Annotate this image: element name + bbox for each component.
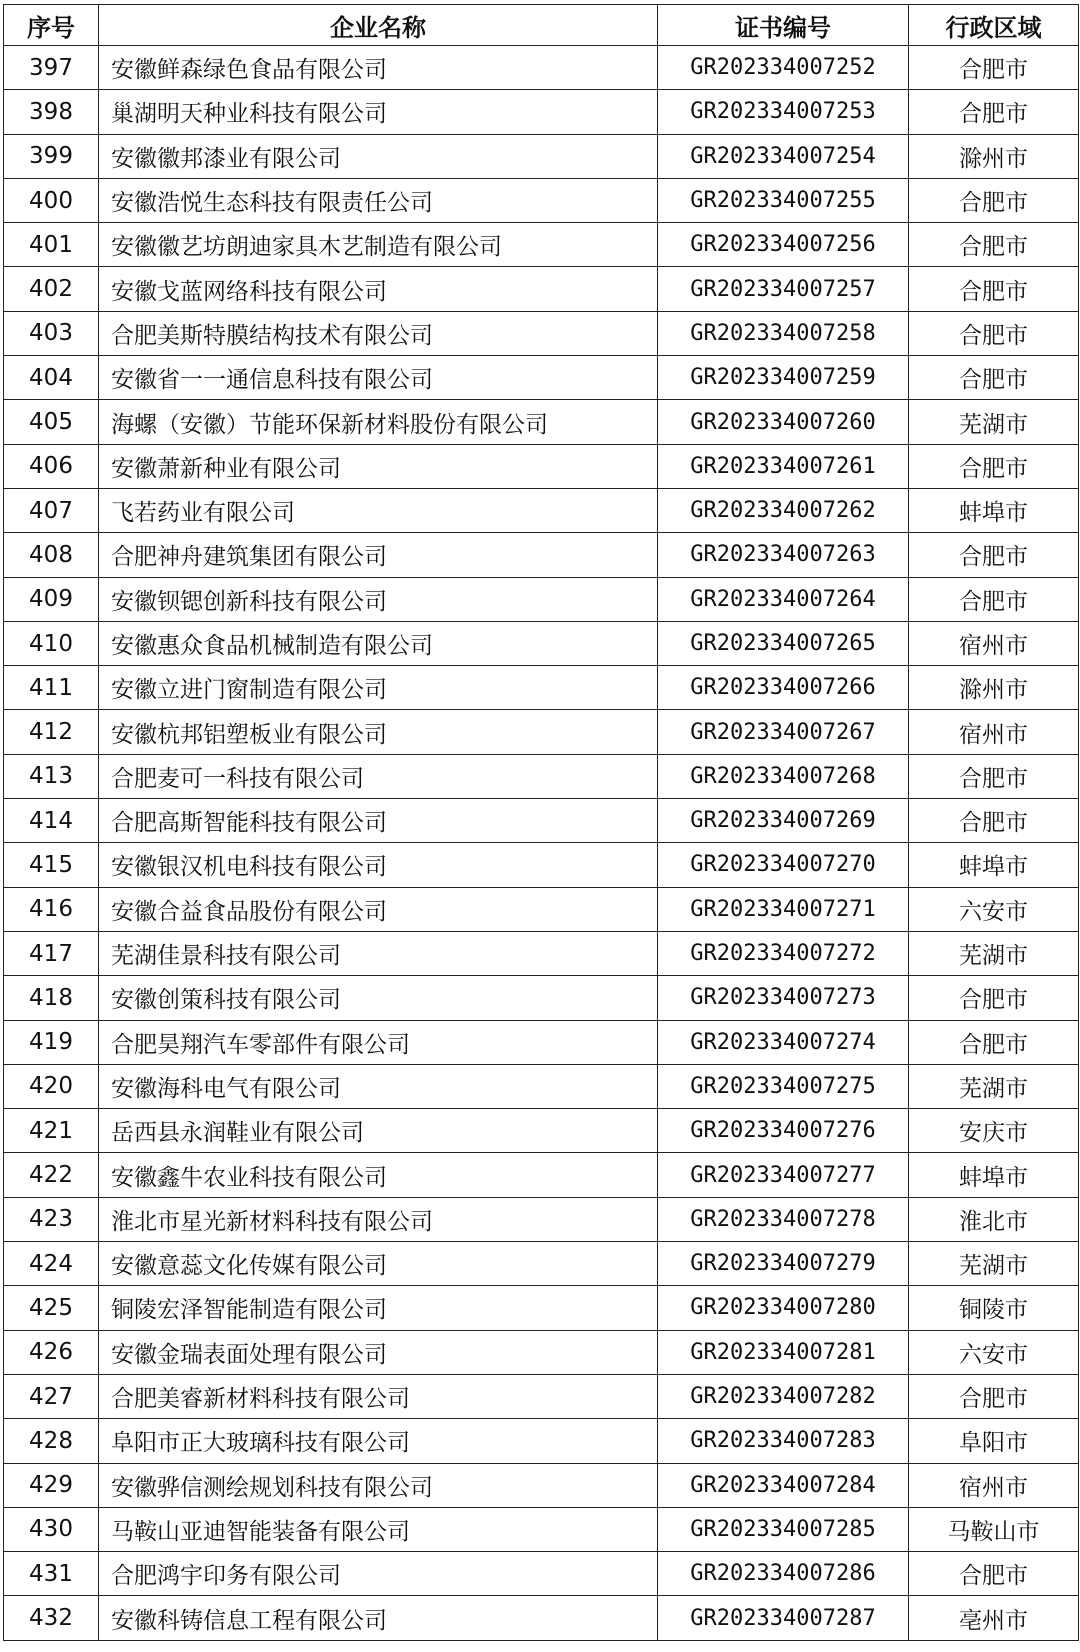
row-enterprise-name: 安徽海科电气有限公司 (99, 1064, 658, 1108)
table-row (4, 1197, 1079, 1241)
table-row (4, 1109, 1079, 1153)
row-enterprise-name: 安徽省一一通信息科技有限公司 (99, 356, 658, 400)
row-serial-number: 410 (4, 621, 99, 665)
row-certificate-number: GR202334007260 (658, 400, 909, 444)
row-certificate-number: GR202334007252 (658, 46, 909, 90)
row-administrative-region: 蚌埠市 (909, 1153, 1079, 1197)
header-certificate-number: 证书编号 (658, 5, 909, 46)
row-administrative-region: 合肥市 (909, 1020, 1079, 1064)
row-administrative-region: 合肥市 (909, 1552, 1079, 1596)
row-certificate-number: GR202334007255 (658, 178, 909, 222)
row-administrative-region: 合肥市 (909, 444, 1079, 488)
row-enterprise-name: 合肥美睿新材料科技有限公司 (99, 1374, 658, 1418)
row-certificate-number: GR202334007266 (658, 666, 909, 710)
table-row (4, 1419, 1079, 1463)
row-enterprise-name: 海螺（安徽）节能环保新材料股份有限公司 (99, 400, 658, 444)
row-administrative-region: 亳州市 (909, 1596, 1079, 1640)
table-row (4, 621, 1079, 665)
table-row (4, 444, 1079, 488)
row-enterprise-name: 安徽创策科技有限公司 (99, 976, 658, 1020)
table-row (4, 1286, 1079, 1330)
row-administrative-region: 芜湖市 (909, 1064, 1079, 1108)
row-serial-number: 404 (4, 356, 99, 400)
table-row (4, 1596, 1079, 1640)
row-certificate-number: GR202334007257 (658, 267, 909, 311)
row-certificate-number: GR202334007267 (658, 710, 909, 754)
table-row (4, 311, 1079, 355)
enterprise-table (3, 4, 1079, 1641)
row-administrative-region: 宿州市 (909, 1463, 1079, 1507)
row-certificate-number: GR202334007276 (658, 1109, 909, 1153)
table-row (4, 1463, 1079, 1507)
row-serial-number: 398 (4, 90, 99, 134)
row-certificate-number: GR202334007282 (658, 1374, 909, 1418)
row-serial-number: 407 (4, 488, 99, 532)
row-serial-number: 399 (4, 134, 99, 178)
row-enterprise-name: 安徽惠众食品机械制造有限公司 (99, 621, 658, 665)
row-serial-number: 432 (4, 1596, 99, 1640)
row-enterprise-name: 合肥鸿宇印务有限公司 (99, 1552, 658, 1596)
table-row (4, 356, 1079, 400)
table-row (4, 46, 1079, 90)
row-serial-number: 411 (4, 666, 99, 710)
row-administrative-region: 滁州市 (909, 134, 1079, 178)
row-administrative-region: 合肥市 (909, 311, 1079, 355)
row-administrative-region: 铜陵市 (909, 1286, 1079, 1330)
row-enterprise-name: 安徽骅信测绘规划科技有限公司 (99, 1463, 658, 1507)
row-administrative-region: 六安市 (909, 887, 1079, 931)
row-enterprise-name: 飞若药业有限公司 (99, 488, 658, 532)
row-enterprise-name: 安徽钡锶创新科技有限公司 (99, 577, 658, 621)
header-serial-number: 序号 (4, 5, 99, 46)
row-certificate-number: GR202334007272 (658, 931, 909, 975)
row-administrative-region: 芜湖市 (909, 931, 1079, 975)
row-enterprise-name: 合肥昊翔汽车零部件有限公司 (99, 1020, 658, 1064)
row-enterprise-name: 铜陵宏泽智能制造有限公司 (99, 1286, 658, 1330)
row-serial-number: 420 (4, 1064, 99, 1108)
table-row (4, 887, 1079, 931)
row-certificate-number: GR202334007262 (658, 488, 909, 532)
table-row (4, 976, 1079, 1020)
table-row (4, 1064, 1079, 1108)
table-row (4, 931, 1079, 975)
row-serial-number: 413 (4, 754, 99, 798)
row-certificate-number: GR202334007277 (658, 1153, 909, 1197)
table-body (4, 46, 1079, 1641)
row-administrative-region: 合肥市 (909, 754, 1079, 798)
row-enterprise-name: 安徽浩悦生态科技有限责任公司 (99, 178, 658, 222)
row-serial-number: 422 (4, 1153, 99, 1197)
row-certificate-number: GR202334007261 (658, 444, 909, 488)
row-serial-number: 415 (4, 843, 99, 887)
row-certificate-number: GR202334007274 (658, 1020, 909, 1064)
table-row (4, 1153, 1079, 1197)
row-administrative-region: 合肥市 (909, 90, 1079, 134)
row-serial-number: 403 (4, 311, 99, 355)
row-certificate-number: GR202334007269 (658, 799, 909, 843)
row-enterprise-name: 合肥美斯特膜结构技术有限公司 (99, 311, 658, 355)
table-row (4, 1552, 1079, 1596)
row-certificate-number: GR202334007280 (658, 1286, 909, 1330)
row-certificate-number: GR202334007271 (658, 887, 909, 931)
row-administrative-region: 马鞍山市 (909, 1507, 1079, 1551)
row-serial-number: 431 (4, 1552, 99, 1596)
row-enterprise-name: 芜湖佳景科技有限公司 (99, 931, 658, 975)
row-administrative-region: 蚌埠市 (909, 488, 1079, 532)
row-enterprise-name: 合肥神舟建筑集团有限公司 (99, 533, 658, 577)
table-row (4, 1507, 1079, 1551)
table-row (4, 223, 1079, 267)
row-administrative-region: 合肥市 (909, 223, 1079, 267)
row-administrative-region: 合肥市 (909, 1374, 1079, 1418)
table-row (4, 1330, 1079, 1374)
row-certificate-number: GR202334007278 (658, 1197, 909, 1241)
table-row (4, 533, 1079, 577)
row-serial-number: 430 (4, 1507, 99, 1551)
row-serial-number: 414 (4, 799, 99, 843)
row-certificate-number: GR202334007264 (658, 577, 909, 621)
row-administrative-region: 合肥市 (909, 46, 1079, 90)
row-certificate-number: GR202334007254 (658, 134, 909, 178)
row-enterprise-name: 安徽徽艺坊朗迪家具木艺制造有限公司 (99, 223, 658, 267)
header-enterprise-name: 企业名称 (99, 5, 658, 46)
table-row (4, 178, 1079, 222)
table-row (4, 1020, 1079, 1064)
row-serial-number: 426 (4, 1330, 99, 1374)
row-administrative-region: 六安市 (909, 1330, 1079, 1374)
table-header-row (4, 5, 1079, 46)
table-row (4, 90, 1079, 134)
row-certificate-number: GR202334007285 (658, 1507, 909, 1551)
row-serial-number: 412 (4, 710, 99, 754)
row-certificate-number: GR202334007258 (658, 311, 909, 355)
row-serial-number: 400 (4, 178, 99, 222)
row-enterprise-name: 安徽金瑞表面处理有限公司 (99, 1330, 658, 1374)
row-enterprise-name: 岳西县永润鞋业有限公司 (99, 1109, 658, 1153)
table-row (4, 754, 1079, 798)
row-enterprise-name: 安徽科铸信息工程有限公司 (99, 1596, 658, 1640)
table-row (4, 1242, 1079, 1286)
row-administrative-region: 安庆市 (909, 1109, 1079, 1153)
row-administrative-region: 蚌埠市 (909, 843, 1079, 887)
row-enterprise-name: 安徽杭邦铝塑板业有限公司 (99, 710, 658, 754)
row-certificate-number: GR202334007273 (658, 976, 909, 1020)
row-administrative-region: 宿州市 (909, 710, 1079, 754)
row-serial-number: 419 (4, 1020, 99, 1064)
row-serial-number: 409 (4, 577, 99, 621)
table-row (4, 134, 1079, 178)
row-certificate-number: GR202334007265 (658, 621, 909, 665)
table-row (4, 843, 1079, 887)
row-serial-number: 424 (4, 1242, 99, 1286)
row-certificate-number: GR202334007256 (658, 223, 909, 267)
row-enterprise-name: 巢湖明天种业科技有限公司 (99, 90, 658, 134)
row-enterprise-name: 合肥麦可一科技有限公司 (99, 754, 658, 798)
table-row (4, 710, 1079, 754)
row-serial-number: 427 (4, 1374, 99, 1418)
row-administrative-region: 阜阳市 (909, 1419, 1079, 1463)
row-serial-number: 418 (4, 976, 99, 1020)
row-enterprise-name: 马鞍山亚迪智能装备有限公司 (99, 1507, 658, 1551)
row-certificate-number: GR202334007259 (658, 356, 909, 400)
row-certificate-number: GR202334007286 (658, 1552, 909, 1596)
row-serial-number: 423 (4, 1197, 99, 1241)
row-administrative-region: 滁州市 (909, 666, 1079, 710)
row-serial-number: 401 (4, 223, 99, 267)
row-administrative-region: 合肥市 (909, 356, 1079, 400)
row-serial-number: 417 (4, 931, 99, 975)
row-enterprise-name: 安徽鑫牛农业科技有限公司 (99, 1153, 658, 1197)
row-serial-number: 405 (4, 400, 99, 444)
row-enterprise-name: 安徽戈蓝网络科技有限公司 (99, 267, 658, 311)
table-row (4, 267, 1079, 311)
row-administrative-region: 合肥市 (909, 178, 1079, 222)
row-enterprise-name: 阜阳市正大玻璃科技有限公司 (99, 1419, 658, 1463)
row-certificate-number: GR202334007268 (658, 754, 909, 798)
table-row (4, 488, 1079, 532)
table-row (4, 1374, 1079, 1418)
row-certificate-number: GR202334007287 (658, 1596, 909, 1640)
row-administrative-region: 合肥市 (909, 267, 1079, 311)
row-administrative-region: 合肥市 (909, 976, 1079, 1020)
table-row (4, 666, 1079, 710)
row-administrative-region: 合肥市 (909, 799, 1079, 843)
row-administrative-region: 合肥市 (909, 577, 1079, 621)
row-enterprise-name: 安徽萧新种业有限公司 (99, 444, 658, 488)
row-enterprise-name: 安徽立进门窗制造有限公司 (99, 666, 658, 710)
row-enterprise-name: 安徽银汉机电科技有限公司 (99, 843, 658, 887)
row-certificate-number: GR202334007283 (658, 1419, 909, 1463)
row-serial-number: 397 (4, 46, 99, 90)
row-administrative-region: 合肥市 (909, 533, 1079, 577)
header-administrative-region: 行政区域 (909, 5, 1079, 46)
table-row (4, 799, 1079, 843)
row-certificate-number: GR202334007281 (658, 1330, 909, 1374)
table-row (4, 577, 1079, 621)
row-enterprise-name: 合肥高斯智能科技有限公司 (99, 799, 658, 843)
row-administrative-region: 芜湖市 (909, 400, 1079, 444)
row-serial-number: 416 (4, 887, 99, 931)
row-enterprise-name: 安徽意蕊文化传媒有限公司 (99, 1242, 658, 1286)
row-administrative-region: 芜湖市 (909, 1242, 1079, 1286)
row-serial-number: 406 (4, 444, 99, 488)
row-certificate-number: GR202334007263 (658, 533, 909, 577)
enterprise-list-document (3, 4, 1076, 1641)
row-certificate-number: GR202334007270 (658, 843, 909, 887)
row-serial-number: 421 (4, 1109, 99, 1153)
row-enterprise-name: 安徽徽邦漆业有限公司 (99, 134, 658, 178)
row-administrative-region: 淮北市 (909, 1197, 1079, 1241)
row-administrative-region: 宿州市 (909, 621, 1079, 665)
row-serial-number: 429 (4, 1463, 99, 1507)
row-serial-number: 428 (4, 1419, 99, 1463)
row-serial-number: 408 (4, 533, 99, 577)
row-enterprise-name: 安徽合益食品股份有限公司 (99, 887, 658, 931)
row-serial-number: 402 (4, 267, 99, 311)
row-enterprise-name: 安徽鲜森绿色食品有限公司 (99, 46, 658, 90)
table-row (4, 400, 1079, 444)
row-enterprise-name: 淮北市星光新材料科技有限公司 (99, 1197, 658, 1241)
row-certificate-number: GR202334007253 (658, 90, 909, 134)
row-certificate-number: GR202334007284 (658, 1463, 909, 1507)
row-certificate-number: GR202334007275 (658, 1064, 909, 1108)
row-certificate-number: GR202334007279 (658, 1242, 909, 1286)
row-serial-number: 425 (4, 1286, 99, 1330)
